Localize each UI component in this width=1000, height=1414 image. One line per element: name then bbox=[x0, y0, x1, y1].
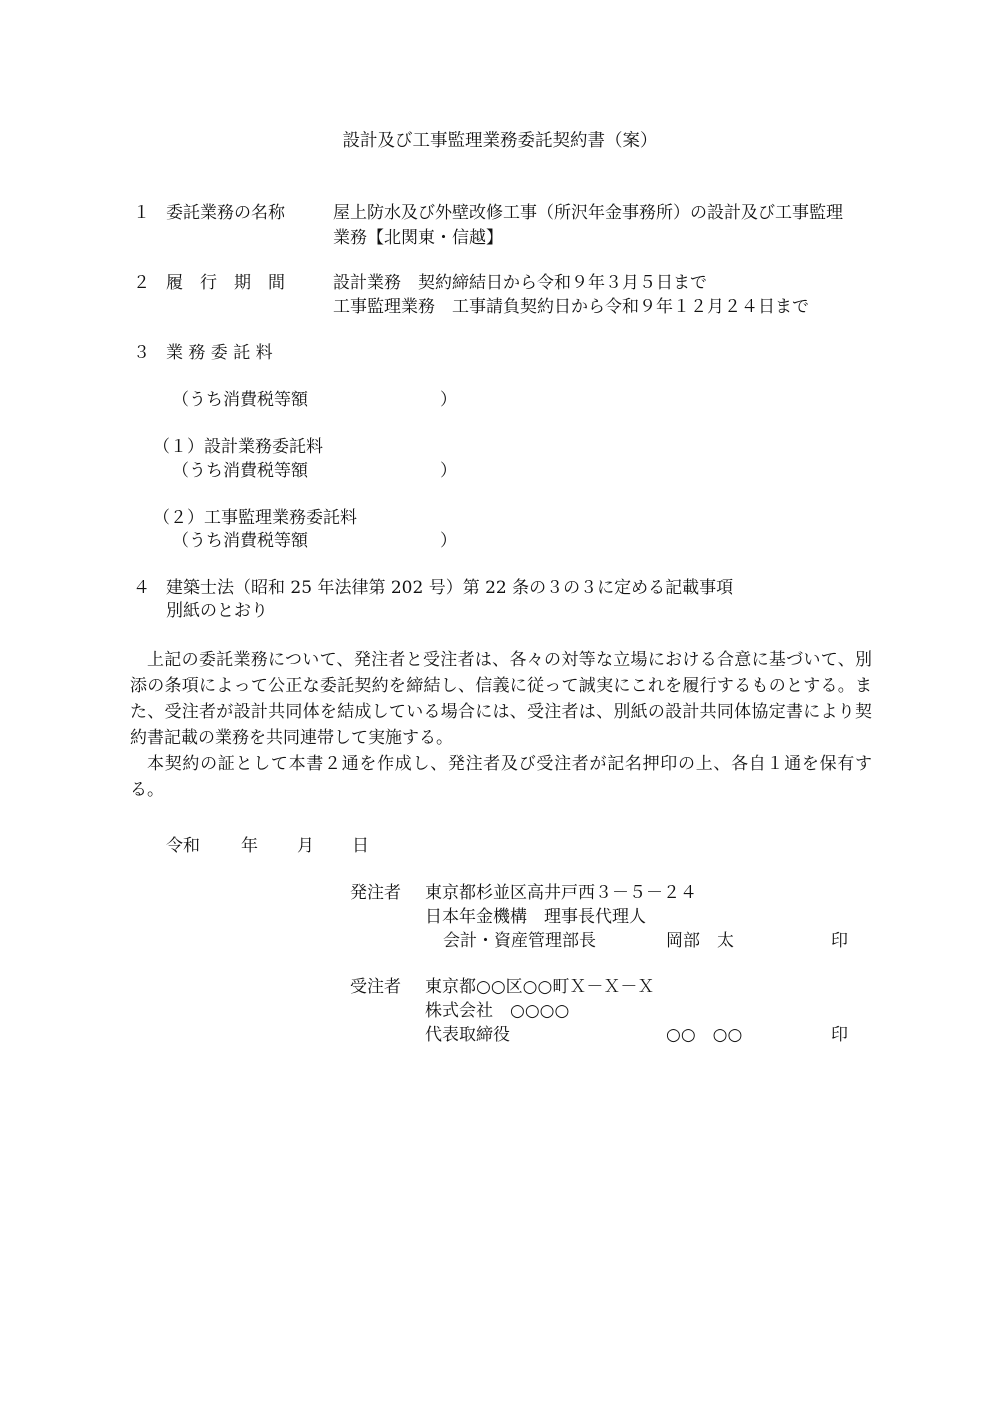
body-paragraph-1: 上記の委託業務について、発注者と受注者は、各々の対等な立場における合意に基づいて、別添の条項によって公正な委託契約を締結し、信義に従って誠実にこれを履行するものとする。また、受注者が設計共同体を結成している場合には、受注者は、別紙の設計共同体協定書により契約書記載の業務を共同連帯して実施する。 bbox=[130, 650, 872, 748]
contractor-company: 株式会社 ○○○○ bbox=[425, 1001, 570, 1021]
contractor-address: 東京都○○区○○町Ｘ－Ｘ－Ｘ bbox=[425, 977, 655, 997]
item2-label: 履 行 期 間 bbox=[166, 273, 285, 293]
item3-sub1-tax-close: ） bbox=[440, 461, 457, 481]
item1-value-line1: 屋上防水及び外壁改修工事（所沢年金事務所）の設計及び工事監理 bbox=[333, 203, 843, 223]
contractor-seal-mark: 印 bbox=[831, 1025, 848, 1045]
item2-supervision-period: 工事監理業務 工事請負契約日から令和９年１２月２４日まで bbox=[333, 297, 809, 317]
item1-value-line2: 業務【北関東・信越】 bbox=[333, 228, 503, 248]
item3-label: 業 務 委 託 料 bbox=[166, 343, 273, 363]
orderer-address: 東京都杉並区高井戸西３－５－２４ bbox=[425, 883, 697, 903]
item4-text: 建築士法（昭和 25 年法律第 202 号）第 22 条の３の３に定める記載事項 bbox=[166, 578, 734, 598]
item1-label: 委託業務の名称 bbox=[166, 203, 285, 223]
item3-sub1-tax-label: （うち消費税等額 bbox=[172, 461, 308, 481]
date-year: 年 bbox=[241, 836, 258, 856]
item1-number: １ bbox=[133, 203, 150, 223]
date-era: 令和 bbox=[166, 836, 200, 856]
item2-design-period: 設計業務 契約締結日から令和９年３月５日まで bbox=[333, 273, 707, 293]
contractor-title: 代表取締役 bbox=[425, 1025, 510, 1045]
item3-sub1-label: （１）設計業務委託料 bbox=[153, 437, 323, 457]
item3-tax-close: ） bbox=[440, 390, 457, 410]
orderer-title: 会計・資産管理部長 bbox=[443, 931, 596, 951]
item2-number: ２ bbox=[133, 273, 150, 293]
orderer-seal-mark: 印 bbox=[831, 931, 848, 951]
item3-number: ３ bbox=[133, 343, 150, 363]
orderer-organization: 日本年金機構 理事長代理人 bbox=[425, 907, 646, 927]
item3-tax-label: （うち消費税等額 bbox=[172, 390, 308, 410]
item3-sub2-tax-close: ） bbox=[440, 531, 457, 551]
date-month: 月 bbox=[297, 836, 314, 856]
orderer-name: 岡部 太 bbox=[666, 931, 734, 951]
item3-sub2-tax-label: （うち消費税等額 bbox=[172, 531, 308, 551]
document-title: 設計及び工事監理業務委託契約書（案） bbox=[342, 131, 658, 151]
contractor-role: 受注者 bbox=[350, 977, 401, 997]
body-text bbox=[130, 647, 872, 803]
orderer-role: 発注者 bbox=[350, 883, 401, 903]
body-paragraph-2: 本契約の証として本書２通を作成し、発注者及び受注者が記名押印の上、各自１通を保有する。 bbox=[130, 754, 872, 800]
item4-note: 別紙のとおり bbox=[166, 601, 268, 621]
item3-sub2-label: （２）工事監理業務委託料 bbox=[153, 508, 357, 528]
date-day: 日 bbox=[352, 836, 369, 856]
contractor-name: ○○ ○○ bbox=[666, 1025, 743, 1045]
item4-number: ４ bbox=[133, 578, 150, 598]
